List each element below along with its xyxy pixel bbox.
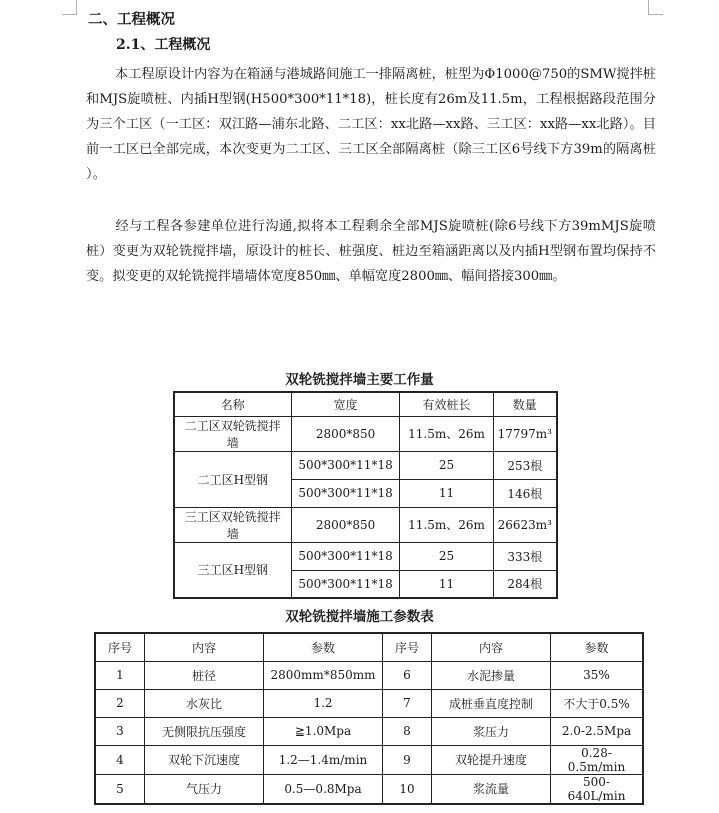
table-header-cell: 名称 (174, 392, 291, 416)
table-cell: 双轮下沉速度 (145, 745, 264, 774)
table-cell: ≧1.0Mpa (264, 717, 383, 745)
paragraph-1-text: 本工程原设计内容为在箱涵与港城路间施工一排隔离桩，桩型为Φ1000@750的SMW搅拌桩和MJS旋喷桩、内插H型钢(H500*300*11*18)，桩长度有26m及11.5m，工程根据路段范围分为三个工区（一工区：双江路—浦东北路、二工区：xx北路—xx路、三工区：xx路—xx北路）。目前一工区已全部完成，本次变更为二工区、三工区全部隔离桩（除三工区6号线下方39m的隔离桩 ）。 (86, 67, 656, 182)
table-cell: 5 (95, 774, 145, 804)
table-header-cell: 序号 (383, 633, 432, 661)
table-cell: 10 (383, 774, 432, 804)
table-cell: 253根 (493, 451, 557, 479)
table-header-row (174, 392, 557, 416)
table-cell: 2800*850 (291, 416, 400, 451)
table-cell: 17797m³ (493, 416, 557, 451)
table-cell: 双轮提升速度 (432, 745, 551, 774)
table-cell: 0.28-0.5m/min (551, 745, 644, 774)
table-cell: 6 (383, 661, 432, 689)
table-cell: 500*300*11*18 (291, 570, 400, 598)
table-cell: 7 (383, 689, 432, 717)
table-cell: 500*300*11*18 (291, 479, 400, 507)
table-cell: 三工区双轮铣搅拌墙 (174, 507, 291, 542)
subsection-heading: 2.1、工程概况 (116, 37, 211, 53)
table-cell: 25 (400, 542, 493, 570)
table-cell: 浆流量 (432, 774, 551, 804)
table-cell: 气压力 (145, 774, 264, 804)
table-row (95, 745, 643, 774)
table-cell: 11.5m、26m (400, 507, 493, 542)
table-row (174, 542, 557, 570)
table-cell: 水灰比 (145, 689, 264, 717)
table-row (95, 661, 643, 689)
table-cell: 水泥掺量 (432, 661, 551, 689)
table-header-cell: 序号 (95, 633, 145, 661)
table-cell: 4 (95, 745, 145, 774)
paragraph-project-overview (86, 62, 656, 187)
table-cell: 11 (400, 479, 493, 507)
table-cell: 二工区H型钢 (174, 451, 291, 507)
table-header-cell: 宽度 (291, 392, 400, 416)
table-cell: 无侧限抗压强度 (145, 717, 264, 745)
table-cell: 500*300*11*18 (291, 451, 400, 479)
table-cell: 2800mm*850mm (264, 661, 383, 689)
table-row (95, 717, 643, 745)
table-header-cell: 有效桩长 (400, 392, 493, 416)
table-cell: 1 (95, 661, 145, 689)
table1-caption: 双轮铣搅拌墙主要工作量 (285, 372, 434, 388)
page-corner-mark-right (648, 0, 663, 15)
table-cell: 500-640L/min (551, 774, 644, 804)
table-cell: 浆压力 (432, 717, 551, 745)
table-cell: 2.0-2.5Mpa (551, 717, 644, 745)
table-header-cell: 内容 (432, 633, 551, 661)
table-cell: 桩径 (145, 661, 264, 689)
table-cell: 0.5—0.8Mpa (264, 774, 383, 804)
table-row (174, 451, 557, 479)
table-row (95, 689, 643, 717)
table-cell: 146根 (493, 479, 557, 507)
table-row (95, 774, 643, 804)
table-cell: 11.5m、26m (400, 416, 493, 451)
table-header-cell: 参数 (264, 633, 383, 661)
table-cell: 3 (95, 717, 145, 745)
table-cell: 500*300*11*18 (291, 542, 400, 570)
table-cell: 二工区双轮铣搅拌墙 (174, 416, 291, 451)
table-header-row (95, 633, 643, 661)
table-cell: 2 (95, 689, 145, 717)
table-cell: 9 (383, 745, 432, 774)
table-header-cell: 参数 (551, 633, 644, 661)
table-header-cell: 内容 (145, 633, 264, 661)
workload-table (173, 391, 558, 599)
table-cell: 11 (400, 570, 493, 598)
table-cell: 35% (551, 661, 644, 689)
table-cell: 成桩垂直度控制 (432, 689, 551, 717)
paragraph-2-text: 经与工程各参建单位进行沟通,拟将本工程剩余全部MJS旋喷桩(除6号线下方39mMJS旋喷桩）变更为双轮铣搅拌墙，原设计的桩长、桩强度、桩边至箱涵距离以及内插H型钢布置均保持不变。拟变更的双轮铣搅拌墙墙体宽度850㎜、单幅宽度2800㎜、幅间搭接300㎜。 (86, 219, 656, 284)
table-cell: 25 (400, 451, 493, 479)
table2-caption: 双轮铣搅拌墙施工参数表 (285, 609, 434, 625)
table-cell: 26623m³ (493, 507, 557, 542)
table-cell: 不大于0.5% (551, 689, 644, 717)
section-heading: 二、工程概况 (88, 11, 175, 28)
table-row (174, 507, 557, 542)
table-cell: 1.2—1.4m/min (264, 745, 383, 774)
table-cell: 2800*850 (291, 507, 400, 542)
table-row (174, 416, 557, 451)
page-corner-mark-left (62, 0, 77, 15)
table-header-cell: 数量 (493, 392, 557, 416)
table-cell: 8 (383, 717, 432, 745)
construction-parameters-table (94, 632, 644, 805)
table-cell: 三工区H型钢 (174, 542, 291, 598)
paragraph-design-change (86, 214, 656, 289)
table-cell: 1.2 (264, 689, 383, 717)
table-cell: 333根 (493, 542, 557, 570)
table-cell: 284根 (493, 570, 557, 598)
